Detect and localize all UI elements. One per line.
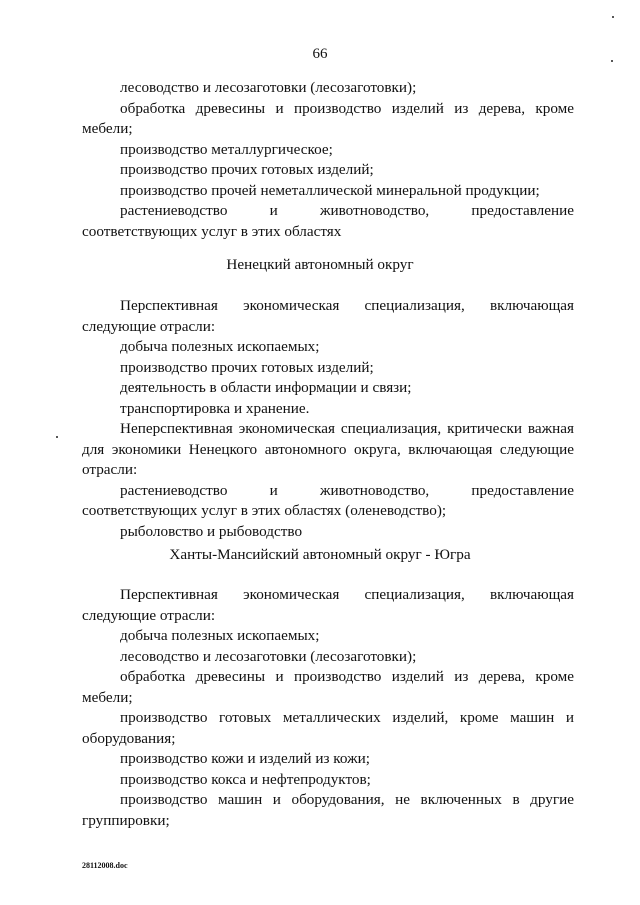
paragraph-continuation: следующие отрасли: bbox=[82, 606, 216, 624]
list-item: добыча полезных ископаемых; bbox=[120, 338, 320, 355]
text-block-3 bbox=[82, 585, 574, 831]
list-item: лесоводство и лесозаготовки (лесозаготовки); bbox=[120, 647, 417, 665]
list-item: производство готовых металлических изделий, кроме машин и bbox=[120, 709, 574, 726]
list-item: растениеводство и животноводство, предоставление bbox=[120, 481, 574, 499]
list-item-continuation: мебели; bbox=[82, 120, 133, 137]
scan-mark bbox=[612, 16, 614, 18]
section-heading-khmao: Ханты-Мансийский автономный округ - Югра bbox=[169, 546, 471, 563]
list-item: обработка древесины и производство изделий из дерева, кроме bbox=[120, 99, 574, 117]
paragraph-continuation: следующие отрасли: bbox=[82, 317, 216, 335]
list-item: производство прочей неметаллической минеральной продукции; bbox=[120, 181, 540, 199]
list-item: рыболовство и рыбоводство bbox=[120, 522, 303, 540]
list-item: обработка древесины и производство изделий из дерева, кроме bbox=[120, 668, 574, 685]
text-block-2 bbox=[82, 296, 574, 542]
text-block-1 bbox=[82, 78, 574, 242]
list-item: лесоводство и лесозаготовки (лесозаготовки); bbox=[120, 79, 417, 96]
paragraph: Неперспективная экономическая специализация, критически важная bbox=[120, 420, 574, 437]
list-item: деятельность в области информации и связи; bbox=[120, 379, 412, 396]
list-item: производство прочих готовых изделий; bbox=[120, 161, 374, 178]
scan-mark bbox=[56, 436, 58, 438]
paragraph-continuation: для экономики Ненецкого автономного округа, включающая следующие bbox=[82, 440, 574, 458]
paragraph: Перспективная экономическая специализация, включающая bbox=[120, 297, 574, 314]
list-item-continuation: соответствующих услуг в этих областях bbox=[82, 222, 342, 240]
list-item: транспортировка и хранение. bbox=[120, 399, 310, 417]
list-item: производство машин и оборудования, не включенных в другие bbox=[120, 791, 574, 808]
list-item: растениеводство и животноводство, предоставление bbox=[120, 202, 574, 219]
list-item: добыча полезных ископаемых; bbox=[120, 627, 320, 644]
paragraph-continuation: отрасли: bbox=[82, 461, 138, 478]
list-item-continuation: оборудования; bbox=[82, 729, 176, 747]
list-item: производство металлургическое; bbox=[120, 140, 333, 158]
page-number: 66 bbox=[312, 46, 328, 62]
list-item: производство прочих готовых изделий; bbox=[120, 358, 374, 376]
paragraph: Перспективная экономическая специализация, включающая bbox=[120, 586, 574, 603]
list-item: производство кожи и изделий из кожи; bbox=[120, 750, 370, 767]
list-item: производство кокса и нефтепродуктов; bbox=[120, 770, 371, 788]
section-heading-nenets: Ненецкий автономный округ bbox=[226, 256, 414, 273]
footer-filename: 28112008.doc bbox=[82, 861, 128, 870]
list-item-continuation: соответствующих услуг в этих областях (оленеводство); bbox=[82, 502, 447, 519]
list-item-continuation: мебели; bbox=[82, 688, 133, 706]
list-item-continuation: группировки; bbox=[82, 811, 170, 829]
